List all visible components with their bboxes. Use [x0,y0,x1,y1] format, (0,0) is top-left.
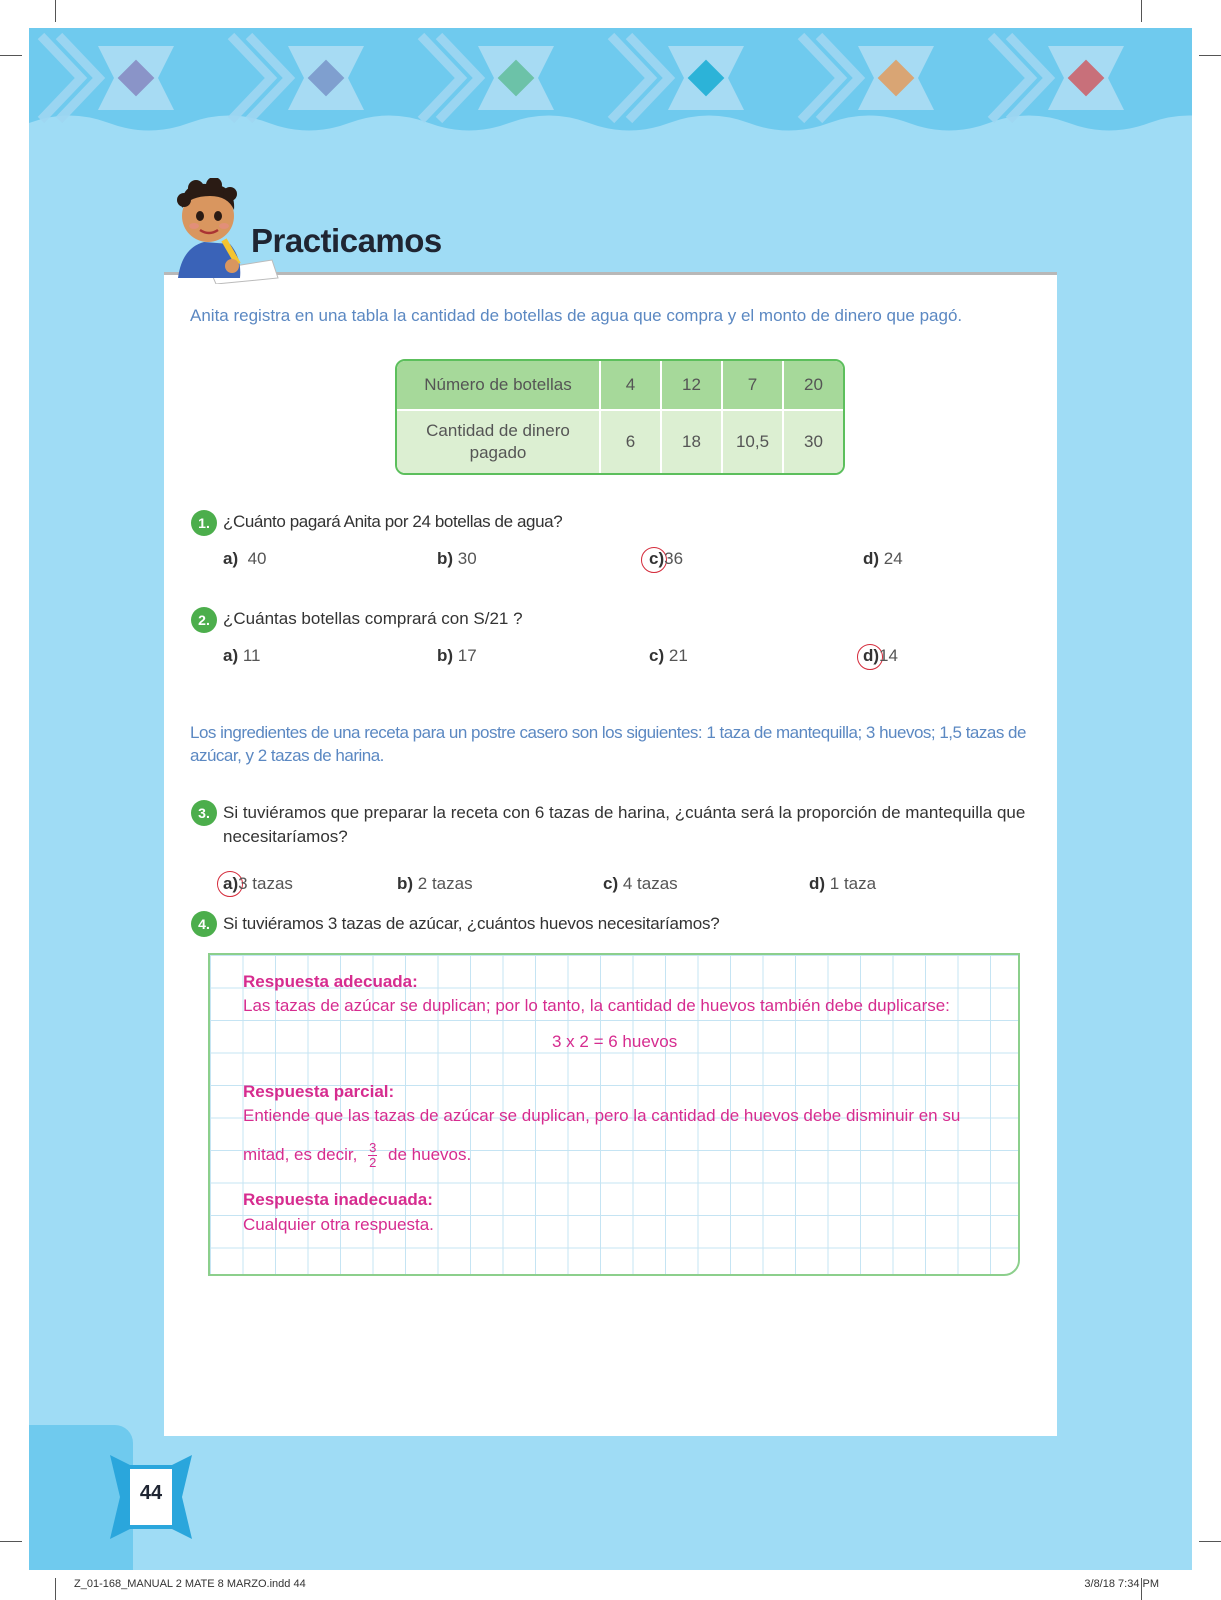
pattern-icon [29,28,1192,140]
option-value: 30 [457,549,477,568]
card-top-border [164,272,1057,275]
option-value: 4 tazas [622,874,678,893]
recipe-text: Los ingredientes de una receta para un postre casero son los siguientes: 1 taza de mantequilla; 3 huevos; 1,5 tazas de azúcar, y 2 tazas de harina. [190,723,1026,765]
crop-mark [0,55,22,56]
option-c[interactable] [649,646,688,666]
option-b[interactable] [437,646,477,666]
option-value: 1 taza [829,874,877,893]
option-key: d) [863,549,880,568]
option-key: d) [863,646,880,665]
question-number: 4. [191,911,217,937]
option-key: a) [223,874,239,893]
crop-mark [1199,55,1221,56]
option-value: 40 [247,549,267,568]
table-cell: 20 [784,361,843,411]
table-cell: 7 [723,361,784,411]
partial-text-end: de huevos. [388,1144,472,1164]
crop-mark [1141,0,1142,22]
table-row [397,411,843,473]
option-a[interactable] [223,549,267,569]
fraction [368,1141,377,1170]
partial-label: Respuesta parcial: [243,1082,395,1101]
table-cell: 12 [662,361,723,411]
crop-mark [1199,1541,1221,1542]
question-text: Si tuviéramos 3 tazas de azúcar, ¿cuántos huevos necesitaríamos? [223,914,720,933]
option-value: 17 [457,646,477,665]
table-header-money: Cantidad de dinero pagado [397,411,601,473]
option-key: c) [649,646,665,665]
equation: 3 x 2 = 6 huevos [552,1032,678,1051]
footer-date: 3/8/18 7:34 PM [1084,1578,1159,1590]
option-d[interactable] [863,549,903,569]
question-number: 3. [191,800,217,826]
fraction-numerator: 3 [369,1140,377,1155]
option-key: a) [223,549,239,568]
option-d[interactable] [809,874,876,894]
adequate-text: Las tazas de azúcar se duplican; por lo tanto, la cantidad de huevos también debe duplicarse: [243,996,950,1015]
table-header-bottles: Número de botellas [397,361,601,411]
option-value: 21 [668,646,688,665]
table-cell: 30 [784,411,843,473]
intro-text: Anita registra en una tabla la cantidad de botellas de agua que compra y el monto de dinero que pagó. [190,306,963,325]
table-row [397,361,843,411]
decorative-banner [29,28,1192,140]
partial-text-2 [243,1141,471,1170]
option-a[interactable] [223,874,293,894]
option-value: 14 [879,646,898,665]
option-value: 11 [242,646,261,665]
crop-mark [0,1541,22,1542]
inadequate-text: Cualquier otra respuesta. [243,1215,434,1234]
option-b[interactable] [397,874,473,894]
option-key: c) [649,549,665,568]
option-key: b) [397,874,414,893]
option-key: b) [437,549,454,568]
option-key: a) [223,646,239,665]
option-a[interactable] [223,646,261,666]
question-number: 2. [191,607,217,633]
question-text: ¿Cuánto pagará Anita por 24 botellas de agua? [223,512,563,531]
partial-text: Entiende que las tazas de azúcar se duplican, pero la cantidad de huevos debe disminuir en su [243,1106,961,1125]
option-key: c) [603,874,619,893]
option-key: d) [809,874,826,893]
crop-mark [55,0,56,22]
partial-text-start: mitad, es decir, [243,1144,358,1164]
data-table [395,359,845,475]
table-cell: 18 [662,411,723,473]
table-cell: 10,5 [723,411,784,473]
option-c[interactable] [603,874,678,894]
question-text: ¿Cuántas botellas comprará con S/21 ? [223,609,523,628]
inadequate-label: Respuesta inadecuada: [243,1190,433,1209]
question-text: Si tuviéramos que preparar la receta con 6 tazas de harina, ¿cuánta será la proporción de mantequilla que necesitaríamos? [223,803,1026,846]
crop-mark [55,1578,56,1600]
table-cell: 6 [601,411,662,473]
option-c[interactable] [649,549,683,569]
page-number: 44 [139,1482,163,1504]
option-value: 36 [664,549,684,568]
option-b[interactable] [437,549,477,569]
page-title: Practicamos [251,222,442,259]
option-d[interactable] [863,646,898,666]
option-value: 2 tazas [417,874,473,893]
table-cell: 4 [601,361,662,411]
footer-filename: Z_01-168_MANUAL 2 MATE 8 MARZO.indd 44 [74,1578,306,1590]
option-value: 24 [883,549,903,568]
adequate-label: Respuesta adecuada: [243,972,418,991]
option-value: 3 tazas [238,874,293,893]
fraction-denominator: 2 [369,1155,377,1170]
option-key: b) [437,646,454,665]
question-number: 1. [191,510,217,536]
